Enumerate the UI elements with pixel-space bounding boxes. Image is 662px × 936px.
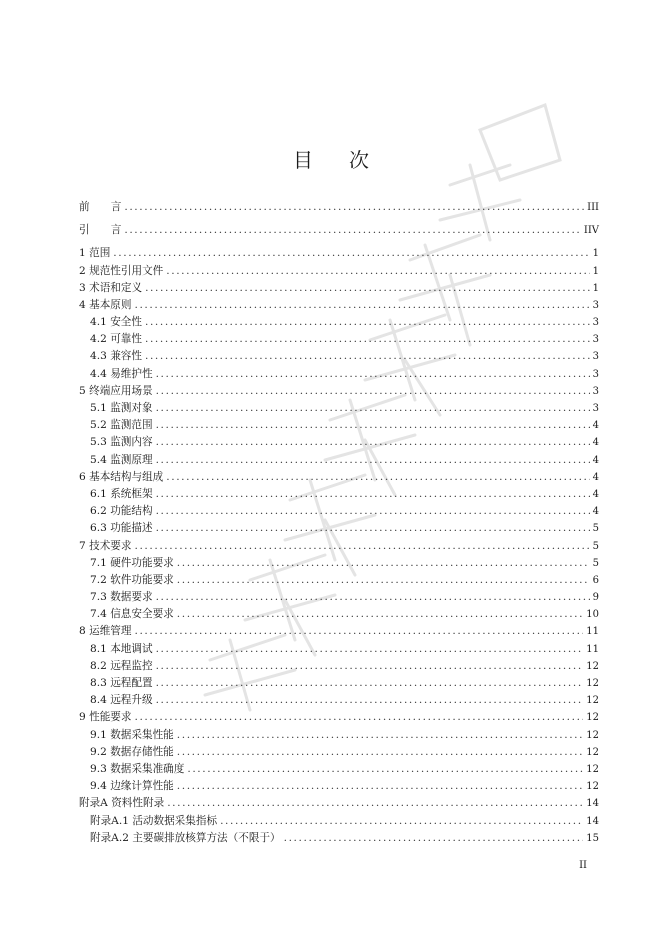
dot-leader — [145, 331, 590, 348]
toc-entry[interactable] — [79, 778, 599, 795]
dot-leader — [177, 606, 583, 623]
dot-leader — [156, 589, 590, 606]
toc-entry[interactable] — [79, 572, 599, 589]
toc-entry-page: III — [587, 201, 599, 213]
toc-entry-page: 3 — [592, 317, 599, 329]
toc-entry-label: 8 运维管理 — [79, 625, 132, 638]
dot-leader — [156, 383, 590, 400]
toc-entry-label: 9.3 数据采集准确度 — [90, 762, 185, 775]
toc-entry-page: 15 — [586, 832, 599, 844]
toc-entry[interactable] — [79, 297, 599, 314]
toc-entry-label: 前 言 — [79, 200, 122, 213]
toc-entry-label: 5.3 监测内容 — [90, 436, 153, 449]
dot-leader — [156, 675, 584, 692]
toc-entry[interactable] — [79, 813, 599, 830]
toc-entry-page: 12 — [586, 695, 599, 707]
dot-leader — [177, 572, 590, 589]
toc-entry-page: 5 — [592, 523, 599, 535]
toc-entry-label: 附录A.1 活动数据采集指标 — [90, 814, 218, 827]
dot-leader — [156, 520, 590, 537]
page-title — [0, 144, 662, 173]
dot-leader — [156, 366, 590, 383]
toc-entry-label: 9.4 边缘计算性能 — [90, 780, 174, 793]
toc-entry-page: 4 — [592, 506, 599, 518]
toc-entry[interactable] — [79, 555, 599, 572]
toc-entry-page: 4 — [592, 471, 599, 483]
toc-entry[interactable] — [79, 727, 599, 744]
toc-entry[interactable] — [79, 417, 599, 434]
dot-leader — [124, 199, 584, 216]
toc-entry-label: 5 终端应用场景 — [79, 384, 153, 397]
toc-entry-label: 引 言 — [79, 224, 122, 237]
toc-entry-label: 8.1 本地调试 — [90, 642, 153, 655]
page-number: II — [579, 860, 587, 871]
toc-entry-page: 12 — [586, 712, 599, 724]
toc-entry[interactable] — [79, 589, 599, 606]
toc-entry[interactable] — [79, 469, 599, 486]
dot-leader — [156, 658, 584, 675]
toc-entry-page: 6 — [592, 574, 599, 586]
toc-entry-label: 8.3 远程配置 — [90, 677, 153, 690]
toc-entry-label: 7.2 软件功能要求 — [90, 573, 174, 586]
title-char-1: 目 — [293, 148, 313, 172]
dot-leader — [166, 263, 589, 280]
toc-entry-label: 4 基本原则 — [79, 298, 132, 311]
toc-entry-page: 5 — [592, 557, 599, 569]
toc-entry[interactable] — [79, 830, 599, 847]
dot-leader — [134, 709, 583, 726]
toc-entry-label: 1 范围 — [79, 247, 111, 260]
table-of-contents — [79, 199, 599, 847]
toc-entry-page: 3 — [592, 385, 599, 397]
toc-entry-page: 12 — [586, 781, 599, 793]
toc-entry[interactable] — [79, 709, 599, 726]
title-char-2: 次 — [349, 148, 369, 172]
toc-entry-label: 附录A 资料性附录 — [79, 797, 165, 810]
dot-leader — [156, 434, 590, 451]
toc-entry-label: 4.2 可靠性 — [90, 333, 142, 346]
dot-leader — [187, 761, 583, 778]
toc-entry[interactable] — [79, 349, 599, 366]
toc-entry-page: 1 — [592, 265, 599, 277]
toc-entry-page: 3 — [592, 334, 599, 346]
toc-entry-page: 12 — [586, 763, 599, 775]
toc-entry[interactable] — [79, 658, 599, 675]
toc-entry-page: 3 — [592, 351, 599, 363]
dot-leader — [124, 222, 581, 239]
toc-entry-page: 1 — [592, 282, 599, 294]
toc-entry[interactable] — [79, 400, 599, 417]
toc-entry[interactable] — [79, 675, 599, 692]
toc-entry[interactable] — [79, 606, 599, 623]
dot-leader — [156, 400, 590, 417]
dot-leader — [156, 417, 590, 434]
dot-leader — [167, 795, 583, 812]
dot-leader — [156, 503, 590, 520]
dot-leader — [156, 641, 584, 658]
toc-entry[interactable] — [79, 383, 599, 400]
toc-entry-label: 3 术语和定义 — [79, 281, 143, 294]
dot-leader — [134, 623, 583, 640]
toc-entry[interactable] — [79, 744, 599, 761]
toc-entry-page: 4 — [592, 420, 599, 432]
dot-leader — [177, 744, 583, 761]
toc-entry-page: 4 — [592, 488, 599, 500]
toc-entry[interactable] — [79, 520, 599, 537]
toc-entry-page: 12 — [586, 729, 599, 741]
toc-entry[interactable] — [79, 331, 599, 348]
dot-leader — [134, 297, 589, 314]
toc-entry-page: 9 — [592, 592, 599, 604]
toc-entry-page: 1 — [592, 248, 599, 260]
toc-entry[interactable] — [79, 366, 599, 383]
toc-entry-page: 3 — [592, 368, 599, 380]
toc-entry[interactable] — [79, 263, 599, 280]
dot-leader — [156, 692, 584, 709]
toc-entry-label: 8.4 远程升级 — [90, 694, 153, 707]
toc-entry-label: 9.1 数据采集性能 — [90, 728, 174, 741]
dot-leader — [156, 452, 590, 469]
toc-entry-page: 12 — [586, 746, 599, 758]
dot-leader — [177, 555, 590, 572]
toc-entry-label: 6.1 系统框架 — [90, 487, 153, 500]
toc-entry-introduction[interactable] — [79, 222, 599, 239]
dot-leader — [177, 727, 583, 744]
dot-leader — [145, 280, 590, 297]
toc-entry-label: 4.3 兼容性 — [90, 350, 142, 363]
toc-entry[interactable] — [79, 486, 599, 503]
dot-leader — [284, 830, 584, 847]
dot-leader — [220, 813, 583, 830]
toc-entry-label: 9.2 数据存储性能 — [90, 745, 174, 758]
toc-entry[interactable] — [79, 624, 599, 641]
toc-entry-page: 12 — [586, 660, 599, 672]
toc-entry-label: 4.1 安全性 — [90, 316, 142, 329]
toc-entry[interactable] — [79, 795, 599, 812]
toc-entry[interactable] — [79, 245, 599, 262]
toc-entry[interactable] — [79, 641, 599, 658]
toc-entry-label: 5.4 监测原理 — [90, 453, 153, 466]
toc-entry[interactable] — [79, 692, 599, 709]
toc-entry[interactable] — [79, 538, 599, 555]
toc-entry-label: 附录A.2 主要碳排放核算方法（不限于） — [90, 831, 281, 844]
toc-entry-label: 7.4 信息安全要求 — [90, 608, 174, 621]
dot-leader — [177, 778, 583, 795]
toc-entry-page: 12 — [586, 678, 599, 690]
toc-entry-label: 5.2 监测范围 — [90, 419, 153, 432]
toc-entry-page: 14 — [586, 798, 599, 810]
dot-leader — [134, 538, 589, 555]
toc-entry-page: 11 — [586, 643, 599, 655]
toc-entry-page: 3 — [592, 299, 599, 311]
toc-entries — [79, 245, 599, 847]
toc-entry[interactable] — [79, 761, 599, 778]
toc-entry-foreword[interactable] — [79, 199, 599, 216]
toc-entry-page: 5 — [592, 540, 599, 552]
toc-entry-label: 7.1 硬件功能要求 — [90, 556, 174, 569]
toc-entry[interactable] — [79, 280, 599, 297]
toc-entry-label: 6.2 功能结构 — [90, 505, 153, 518]
toc-entry-label: 9 性能要求 — [79, 711, 132, 724]
toc-entry-page: 4 — [592, 454, 599, 466]
toc-entry-label: 7.3 数据要求 — [90, 591, 153, 604]
toc-entry-label: 4.4 易维护性 — [90, 367, 153, 380]
toc-entry[interactable] — [79, 452, 599, 469]
toc-entry[interactable] — [79, 503, 599, 520]
toc-entry-page: 3 — [592, 403, 599, 415]
toc-entry-label: 8.2 远程监控 — [90, 659, 153, 672]
dot-leader — [145, 348, 590, 365]
toc-entry-label: 2 规范性引用文件 — [79, 264, 164, 277]
toc-entry-page: 4 — [592, 437, 599, 449]
toc-entry-page: 10 — [586, 609, 599, 621]
toc-entry-label: 5.1 监测对象 — [90, 402, 153, 415]
toc-entry-page: 11 — [586, 626, 599, 638]
toc-entry[interactable] — [79, 434, 599, 451]
dot-leader — [166, 469, 589, 486]
dot-leader — [145, 314, 590, 331]
dot-leader — [156, 486, 590, 503]
toc-entry[interactable] — [79, 314, 599, 331]
toc-entry-label: 7 技术要求 — [79, 539, 132, 552]
dot-leader — [113, 245, 589, 262]
toc-entry-label: 6 基本结构与组成 — [79, 470, 164, 483]
toc-entry-label: 6.3 功能描述 — [90, 522, 153, 535]
toc-entry-page: 14 — [586, 815, 599, 827]
toc-entry-page: IIV — [583, 225, 599, 237]
